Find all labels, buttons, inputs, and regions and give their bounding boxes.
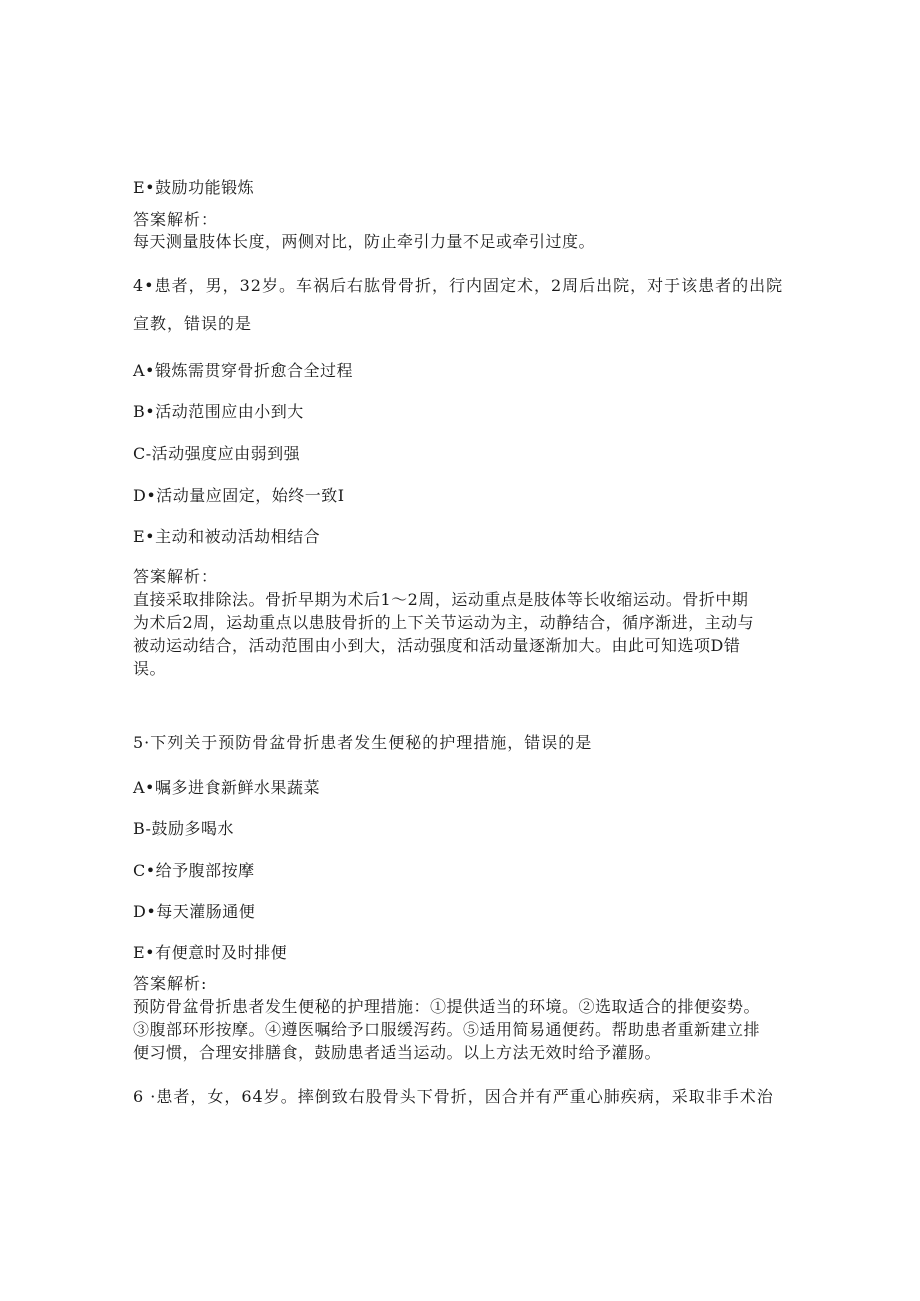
q4-answer-line4: 误。: [133, 659, 167, 678]
q5-option-d: D•每天灌肠通便: [133, 902, 256, 921]
q4-option-e: E•主动和被动活劫相结合: [133, 527, 321, 546]
q5-option-a: A•嘱多进食新鲜水果蔬菜: [133, 778, 320, 797]
q5-option-e: E•有便意时及时排便: [133, 943, 288, 962]
q3-option-e: E•鼓励功能锻炼: [133, 178, 255, 197]
q5-answer-line3: 便习惯，合理安排膳食，鼓励患者适当运动。以上方法无效时给予灌肠。: [133, 1043, 662, 1062]
q4-option-c: C-活动强度应由弱到强: [133, 444, 301, 463]
q5-stem: 5·下列关于预防骨盆骨折患者发生便秘的护理措施，错误的是: [133, 733, 593, 752]
q4-option-d: D•活动量应固定，始终一致I: [133, 486, 345, 505]
q4-answer-line3: 被动运动结合，活动范围由小到大，活动强度和活动量逐渐加大。由此可知选项D错: [133, 636, 741, 655]
q5-option-b: B-鼓励多喝水: [133, 819, 234, 838]
q5-option-c: C•给予腹部按摩: [133, 861, 255, 880]
q4-option-a: A•锻炼需贯穿骨折愈合全过程: [133, 361, 353, 380]
q6-stem-line1: 6 ·患者，女，64岁。摔倒致右股骨头下骨折，因合并有严重心肺疾病，采取非手术治: [133, 1087, 774, 1106]
q3-answer-label: 答案解析：: [133, 210, 219, 229]
q4-option-b: B•活动范围应由小到大: [133, 402, 304, 421]
q4-answer-line1: 直接采取排除法。骨折早期为术后1～2周，运动重点是肢体等长收缩运动。骨折中期: [133, 590, 749, 609]
q5-answer-line1: 预防骨盆骨折患者发生便秘的护理措施：①提供适当的环境。②选取适合的排便姿势。: [133, 997, 761, 1016]
q5-answer-label: 答案解析:: [133, 974, 208, 993]
q4-answer-line2: 为术后2周，运劫重点以患肢骨折的上下关节运动为主，动静结合，循序渐进，主动与: [133, 613, 755, 632]
q5-answer-line2: ③腹部环形按摩。④遵医嘱给予口服缓泻药。⑤适用简易通便药。帮助患者重新建立排: [133, 1020, 761, 1039]
q3-answer-text: 每天测量肢体长度，两侧对比，防止牵引力量不足或牵引过度。: [133, 232, 596, 251]
q4-stem-line1: 4•患者，男，32岁。车祸后右肱骨骨折，行内固定术，2周后出院，对于该患者的出院: [133, 276, 784, 295]
q4-answer-label: 答案解析：: [133, 567, 219, 586]
q4-stem-line2: 宣教，错误的是: [133, 314, 253, 333]
